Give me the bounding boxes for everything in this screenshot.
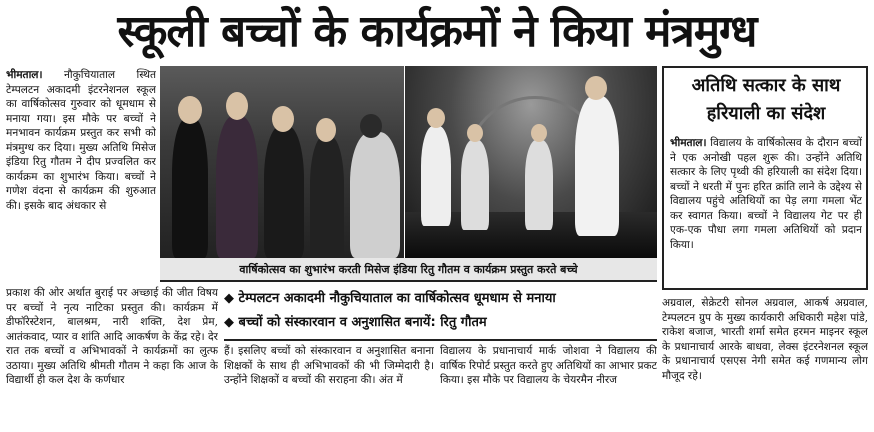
photo-caption: वार्षिकोत्सव का शुभारंभ करती मिसेज इंडिया रितु गौतम व कार्यक्रम प्रस्तुत करते बच्चे — [160, 258, 657, 282]
sidebar-title: अतिथि सत्कार के साथ हरियाली का संदेश — [691, 75, 841, 124]
sidebar-dateline: भीमताल। — [670, 137, 707, 149]
subheadline-1: ◆ टेम्पलटन अकादमी नौकुचियाताल का वार्षिकोत्सव धूमधाम से मनाया — [224, 291, 556, 306]
article-column-bottom-left: प्रकाश की ओर अर्थात बुराई पर अच्छाई की जीत विषय पर बच्चों ने नृत्य नाटिका प्रस्तुत की। कार्यक्रम में डीफॉरेस्टेशन, बालश्रम, नारी शक्ति, देश प्रेम, आतंकवाद, प्यार व शांति आदि आकर्षण के केंद्र रहे। देर रात तक बच्चों व अभिभावकों ने कार्यक्रमों का लुत्फ उठाया। मुख्य अतिथि श्रीमती गौतम ने कहा कि आज के विद्यार्थी ही कल देश के कर्णधार — [6, 287, 218, 386]
article-column-1 — [6, 68, 156, 286]
dateline: भीमताल। — [6, 69, 43, 81]
article-column-mid-2: विद्यालय के प्रधानाचार्य मार्क जोशवा ने विद्यालय की वार्षिक रिपोर्ट प्रस्तुत करते हुए अतिथियों का आभार प्रकट किया। इस मौके पर विद्यालय के चेयरमैन नीरज — [440, 345, 657, 386]
photo-lamp-lighting — [160, 66, 404, 258]
sidebar-box — [662, 66, 868, 290]
divider — [224, 339, 657, 341]
photo-stage-dance — [405, 66, 657, 258]
article-column-right: अग्रवाल, सेक्रेटरी सोनल अग्रवाल, आकर्ष अग्रवाल, टेम्पलटन ग्रुप के मुख्य कार्यकारी अधिकारी महेश पांडे, राकेश बजाज, भारती शर्मा समेत हरमन माइनर स्कूल के प्रधानाचार्य आरके बाधवा, लेक्स इंटरनेशनल स्कूल के प्रधानाचार्य एसएस नेगी समेत कई गणमान्य लोग मौजूद रहे। — [662, 297, 868, 382]
sidebar-text: विद्यालय के वार्षिकोत्सव के दौरान बच्चों ने एक अनोखी पहल शुरू की। उन्होंने अतिथि सत्कार के लिए पृथ्वी की हरियाली का संदेश दिया। बच्चों ने धरती में पुनः हरित क्रांति लाने के उद्देश्य से विद्यालय पहुंचे अतिथियों का पेड़ लगा गमला भेंट कर स्वागत किया। बच्चों ने विद्यालय गेट पर ही एक-एक पौधा लगा गमला अतिथियों को प्रदान किया। — [670, 137, 862, 251]
subheadline-2: ◆ बच्चों को संस्कारवान व अनुशासित बनायें: रितु गौतम — [224, 315, 487, 330]
article-text-1: नौकुचियाताल स्थित टेम्पलटन अकादमी इंटरनेशनल स्कूल का वार्षिकोत्सव गुरुवार को धूमधाम से मनाया गया। इस मौके पर बच्चों ने मनभावन कार्यक्रम प्रस्तुत कर सभी को मंत्रमुग्ध कर दिया। मुख्य अतिथि मिसेज इंडिया रितु गौतम ने दीप प्रज्वलित कर कार्यक्रम का शुभारंभ किया। बच्चों ने गणेश वंदना से कार्यक्रम की शुरुआत की। इसके बाद अंधकार से — [6, 69, 156, 212]
article-column-mid-1: हैं। इसलिए बच्चों को संस्कारवान व अनुशासित बनाना शिक्षकों के साथ ही अभिभावकों की भी जिम्मेदारी है। उन्होंने शिक्षकों व बच्चों की सराहना की। अंत में — [224, 345, 434, 386]
headline: स्कूली बच्चों के कार्यक्रमों ने किया मंत्रमुग्ध — [117, 6, 757, 57]
sidebar-body — [670, 136, 862, 286]
